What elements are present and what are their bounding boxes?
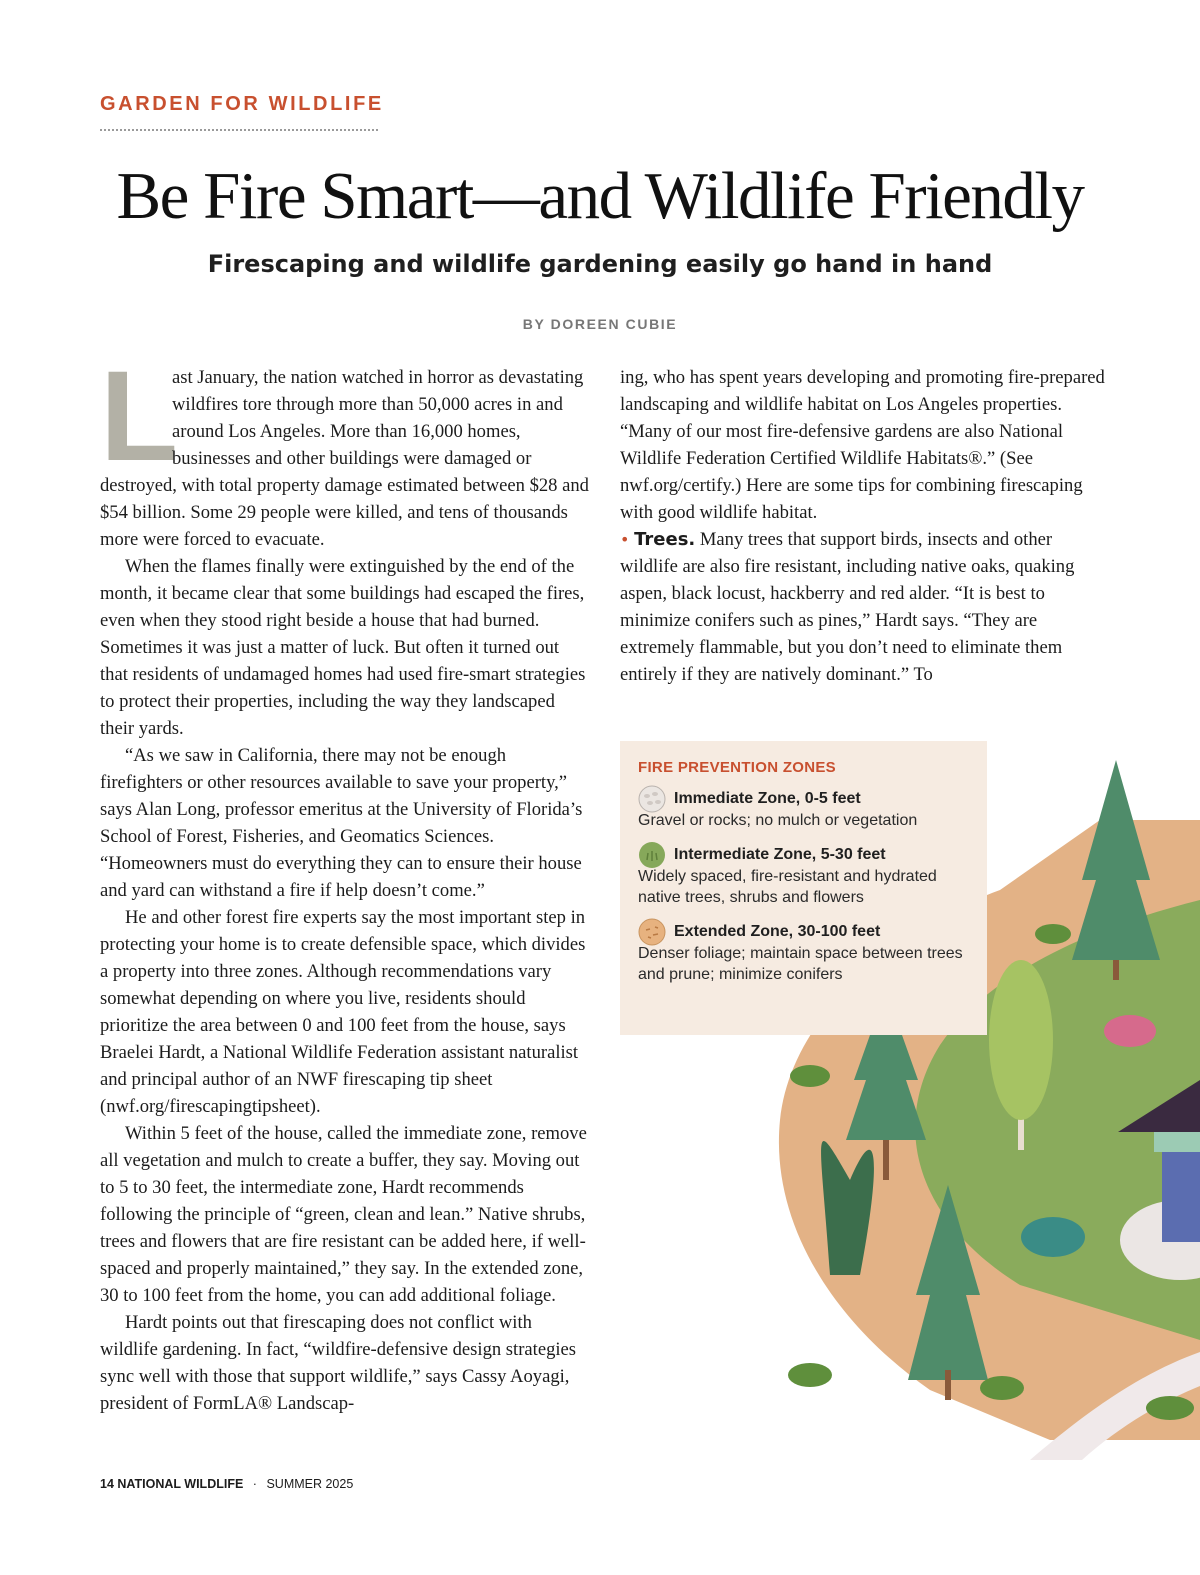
byline: BY DOREEN CUBIE bbox=[522, 316, 678, 332]
shrub-icon bbox=[1146, 1396, 1194, 1420]
zone-immediate bbox=[638, 788, 969, 831]
fire-zones-title: FIRE PREVENTION ZONES bbox=[638, 759, 836, 776]
paragraph: He and other forest fire experts say the most important step in protecting your home is to create defensible space, which divides a property into three zones. Although recommendations vary somewhat depending on where you live, residents should prioritize the area between 0 and 100 feet from the house, says Braelei Hardt, a National Wildlife Federation assistant naturalist and principal author of an NWF firescaping tip sheet (nwf.org/firescapingtipsheet). bbox=[100, 907, 586, 1117]
headline: Be Fire Smart—and Wildlife Friendly bbox=[116, 159, 1084, 233]
shrub-icon bbox=[1021, 1217, 1085, 1257]
article-column-1 bbox=[100, 345, 590, 1417]
zone-description: Widely spaced, fire-resistant and hydrated native trees, shrubs and flowers bbox=[638, 868, 937, 906]
shrub-icon bbox=[1104, 1015, 1156, 1047]
zone-name: Immediate Zone, 0-5 feet bbox=[674, 790, 861, 807]
magazine-name: NATIONAL WILDLIFE bbox=[117, 1477, 244, 1491]
zone-name: Intermediate Zone, 5-30 feet bbox=[674, 846, 886, 863]
mulch-icon bbox=[638, 918, 666, 946]
grass-icon bbox=[638, 841, 666, 869]
paragraph bbox=[100, 345, 590, 553]
gravel-icon bbox=[638, 785, 666, 813]
issue-date: SUMMER 2025 bbox=[266, 1477, 354, 1491]
paragraph-text: ast January, the nation watched in horror as devastating wildfires tore through more than 50,000 acres in and around Los Angeles. More than 16,000 homes, businesses and other buildings were damaged or destroyed, with total property damage estimated between $28 and $54 billion. Some 29 people were killed, and tens of thousands more were forced to evacuate. bbox=[100, 367, 589, 550]
page-footer bbox=[100, 1477, 353, 1491]
deciduous-tree-icon bbox=[989, 960, 1053, 1120]
trees-subhead: Trees. bbox=[634, 529, 696, 550]
shrub-icon bbox=[790, 1065, 830, 1087]
section-divider bbox=[100, 129, 378, 131]
paragraph bbox=[620, 526, 1110, 688]
shrub-icon bbox=[980, 1376, 1024, 1400]
zone-name: Extended Zone, 30-100 feet bbox=[674, 923, 881, 940]
zone-extended bbox=[638, 921, 969, 985]
fire-zones-box bbox=[620, 741, 987, 1035]
zone-intermediate bbox=[638, 844, 969, 908]
zone-description: Denser foliage; maintain space between trees and prune; minimize conifers bbox=[638, 945, 963, 983]
subheadline: Firescaping and wildlife gardening easily go hand in hand bbox=[207, 250, 993, 278]
section-label: GARDEN FOR WILDLIFE bbox=[100, 93, 384, 115]
paragraph: Hardt points out that firescaping does not conflict with wildlife gardening. In fact, “wildfire-defensive design strategies sync well with those that support wildlife,” says Cassy Aoyagi, president of FormLA® Landscap- bbox=[100, 1312, 577, 1414]
shrub-icon bbox=[788, 1363, 832, 1387]
house-trim bbox=[1154, 1132, 1200, 1152]
paragraph: ing, who has spent years developing and promoting fire-prepared landscaping and wildlife habitat on Los Angeles properties. “Many of our most fire-defensive gardens are also National Wildlife Federation Certified Wildlife Habitats®.” (See nwf.org/certify.) Here are some tips for combining firescaping with good wildlife habitat. bbox=[620, 367, 1105, 523]
page-number: 14 bbox=[100, 1477, 114, 1491]
tree-trunk bbox=[945, 1370, 951, 1400]
shrub-icon bbox=[1035, 924, 1071, 944]
drop-cap: L bbox=[100, 345, 179, 488]
paragraph: “As we saw in California, there may not be enough firefighters or other resources available to save your property,” says Alan Long, professor emeritus at the University of Florida’s School of Forest, Fisheries, and Geomatics Sciences. “Homeowners must do everything they can to ensure their house and yard can withstand a fire if help doesn’t come.” bbox=[100, 745, 583, 901]
paragraph: Within 5 feet of the house, called the immediate zone, remove all vegetation and mulch to create a buffer, they say. Moving out to 5 to 30 feet, the intermediate zone, Hardt recommends following the principle of “green, clean and lean.” Native shrubs, trees and flowers that are fire resistant can be added here, if well-spaced and properly maintained,” they say. In the extended zone, 30 to 100 feet from the home, you can add additional foliage. bbox=[100, 1123, 587, 1306]
paragraph: When the flames finally were extinguished by the end of the month, it became clear that some buildings had escaped the fires, even when they stood right beside a house that had burned. Sometimes it was just a matter of luck. But often it turned out that residents of undamaged homes had used fire-smart strategies to protect their properties, including the way they landscaped their yards. bbox=[100, 556, 586, 739]
zone-description: Gravel or rocks; no mulch or vegetation bbox=[638, 812, 918, 829]
article-column-2 bbox=[620, 364, 1110, 688]
paragraph-text: Many trees that support birds, insects and other wildlife are also fire resistant, including native oaks, quaking aspen, black locust, hackberry and red alder. “It is best to minimize conifers such as pines,” Hardt says. “They are extremely flammable, but you don’t need to eliminate them entirely if they are natively dominant.” To bbox=[620, 529, 1075, 685]
house-wall bbox=[1162, 1152, 1200, 1242]
footer-separator: · bbox=[252, 1477, 257, 1491]
bullet-icon: • bbox=[620, 530, 630, 549]
